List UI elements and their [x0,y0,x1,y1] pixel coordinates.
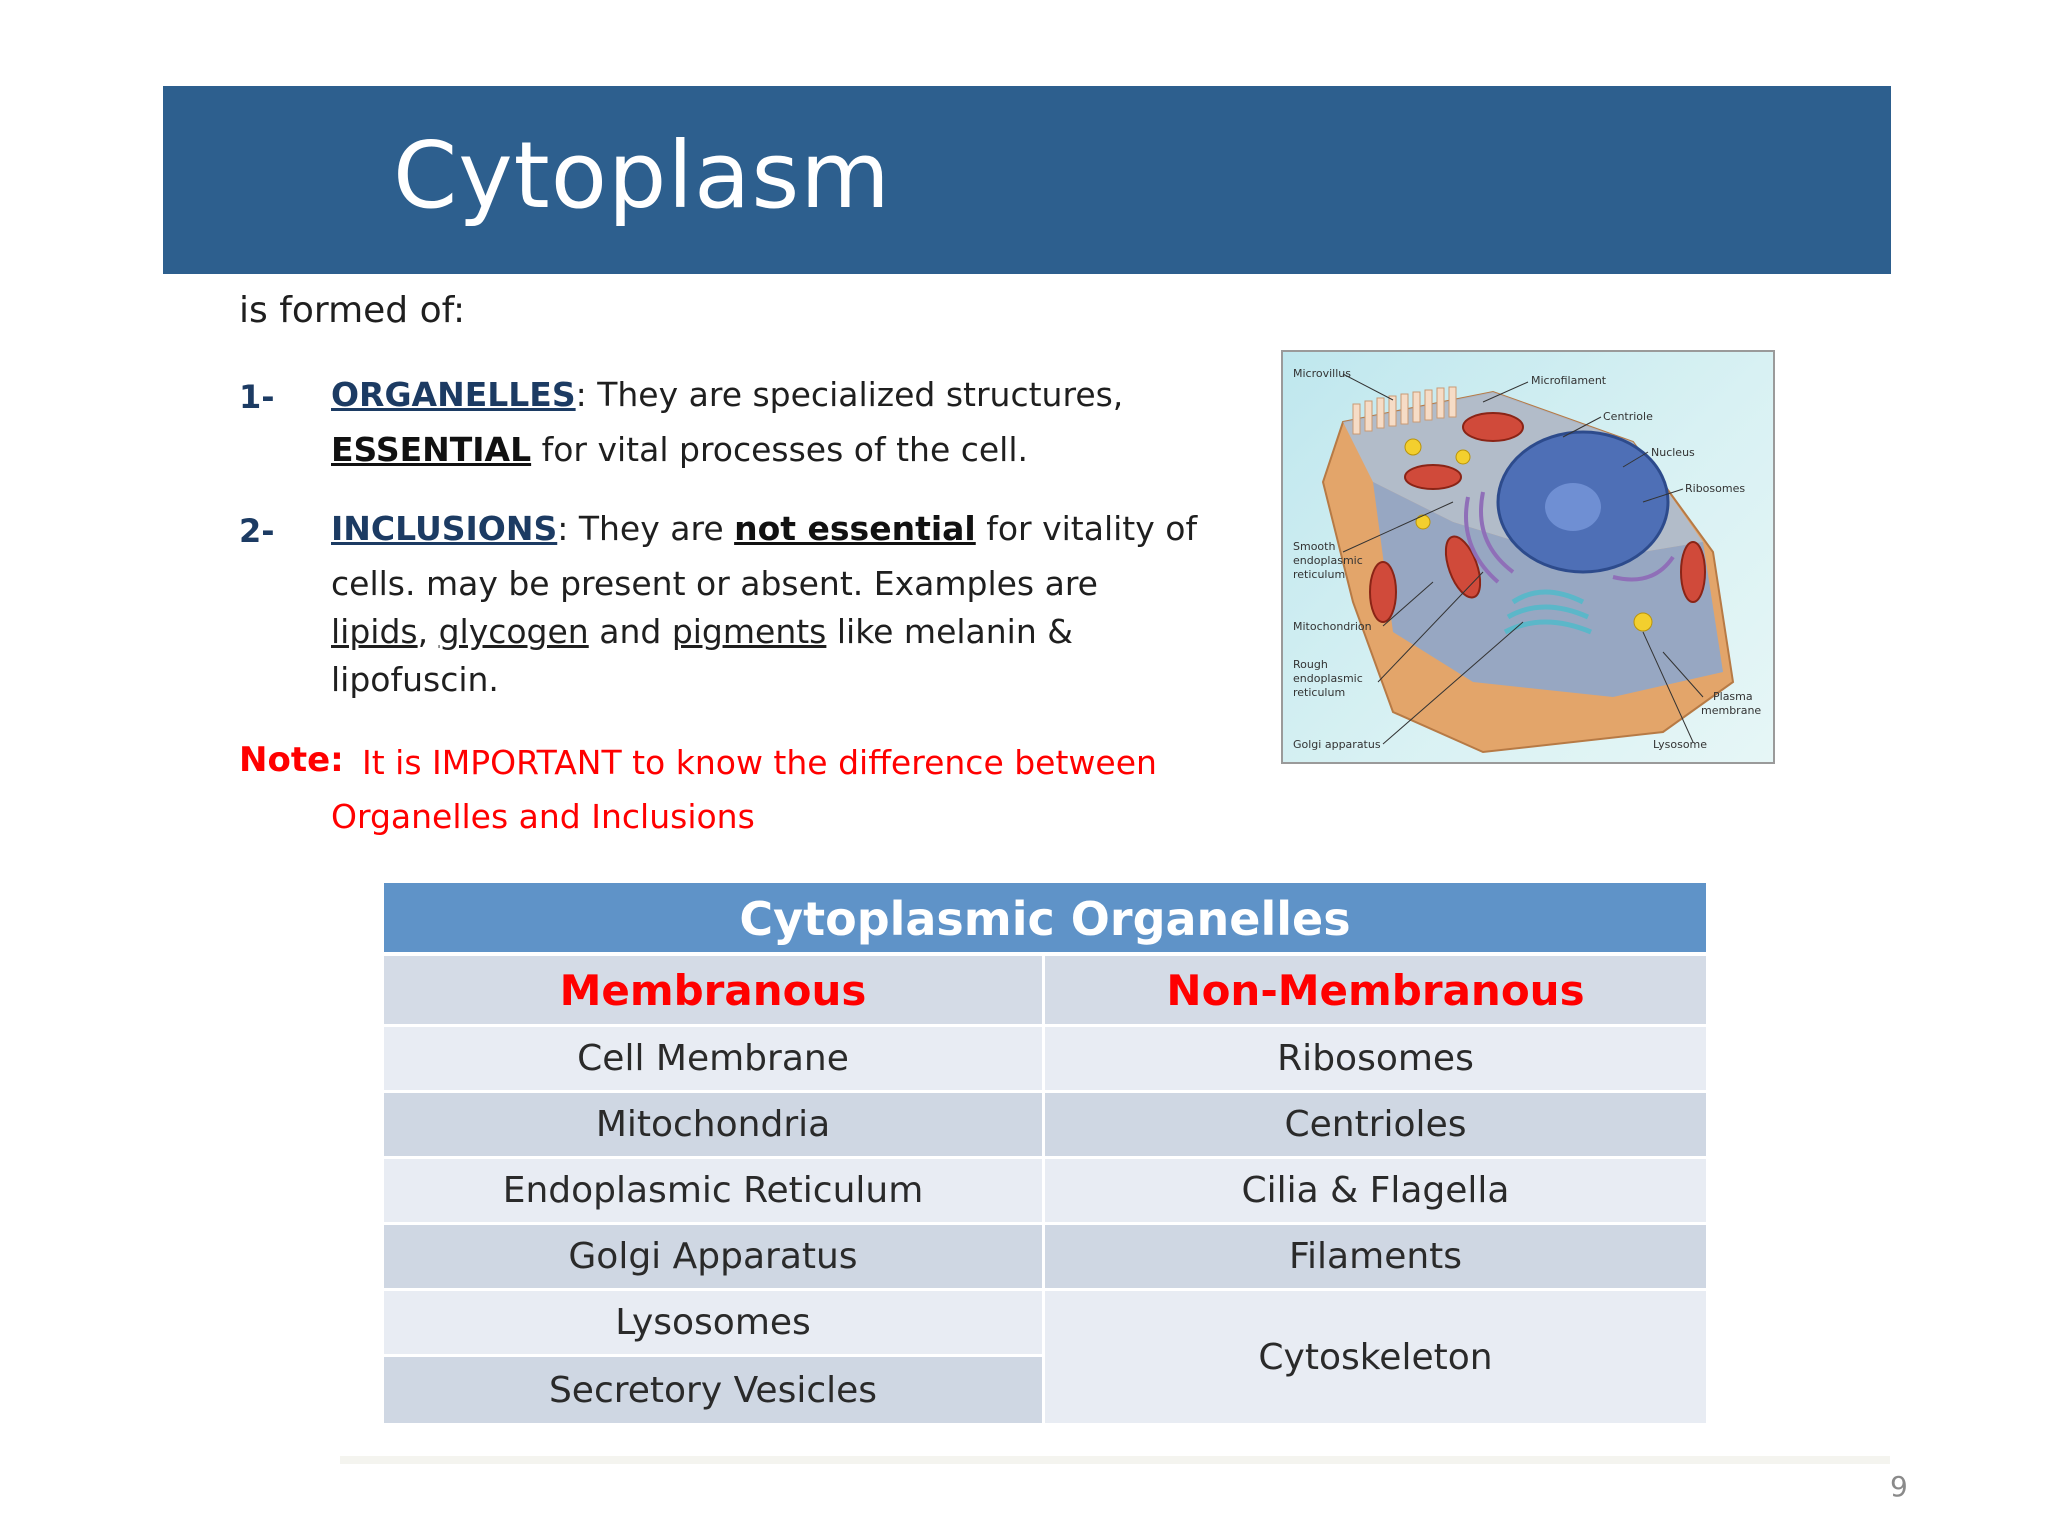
item-2-number: 2- [239,512,275,550]
essential-emphasis: ESSENTIAL [331,430,532,469]
item-1 [331,367,1123,477]
table-cell: Filaments [1045,1225,1706,1291]
membranous-remaining [384,1291,1045,1423]
organelles-table [384,883,1706,1423]
table-cell: Secretory Vesicles [384,1357,1042,1423]
header-membranous: Membranous [384,956,1045,1027]
table-cell-merged: Cytoskeleton [1045,1291,1706,1423]
label-mitochondrion: Mitochondrion [1293,620,1372,633]
item-1-line-2 [331,422,1123,477]
table-row [384,1093,1706,1159]
table-header-row [384,956,1706,1027]
table-row [384,1027,1706,1093]
animal-cell-diagram [1281,350,1775,764]
label-golgi: Golgi apparatus [1293,738,1381,751]
label-plasma-2: membrane [1701,704,1762,717]
example-lipids: lipids [331,612,418,651]
title-bar [163,86,1891,274]
table-cell: Centrioles [1045,1093,1706,1159]
table-cell: Endoplasmic Reticulum [384,1159,1045,1225]
label-microfilament: Microfilament [1531,374,1607,387]
page-number: 9 [1890,1470,1908,1503]
item-2-text-c: like melanin & [826,612,1073,651]
label-smooth-er-1: Smooth [1293,540,1336,553]
item-2-line-4: lipofuscin. [331,660,499,699]
note-line-1: It is IMPORTANT to know the difference between [362,743,1157,782]
item-1-text: : They are specialized structures, [575,375,1124,414]
label-smooth-er-2: endoplasmic [1293,554,1363,567]
item-2 [331,501,1197,707]
label-smooth-er-3: reticulum [1293,568,1346,581]
item-2-text-a: : They are [557,509,735,548]
item-2-line-2: cells. may be present or absent. Examples are [331,564,1098,603]
item-1-text-2: for vital processes of the cell. [531,430,1029,469]
table-title: Cytoplasmic Organelles [384,883,1706,956]
label-nucleus: Nucleus [1651,446,1695,459]
table-row [384,1291,1706,1423]
item-1-line-1 [331,367,1123,422]
header-non-membranous: Non-Membranous [1045,956,1706,1027]
organelles-term: ORGANELLES [331,375,576,414]
label-rough-er-3: reticulum [1293,686,1346,699]
label-rough-er-1: Rough [1293,658,1328,671]
sep-2: and [588,612,672,651]
table-cell: Ribosomes [1045,1027,1706,1093]
note-line-2: Organelles and Inclusions [331,797,755,836]
item-2-line-1 [331,501,1197,556]
table-cell: Mitochondria [384,1093,1045,1159]
footer-divider [340,1456,1890,1464]
table-cell: Lysosomes [384,1291,1042,1357]
label-rough-er-2: endoplasmic [1293,672,1363,685]
cell-illustration [1283,352,1775,764]
table-row [384,1159,1706,1225]
slide-title: Cytoplasm [393,122,891,229]
inclusions-term: INCLUSIONS [331,509,558,548]
item-2-line-3 [331,604,1197,659]
not-essential-emphasis: not essential [734,509,976,548]
example-glycogen: glycogen [438,612,589,651]
label-ribosomes: Ribosomes [1685,482,1746,495]
item-1-number: 1- [239,378,275,416]
item-2-text-b: for vitality of [975,509,1198,548]
table-cell: Golgi Apparatus [384,1225,1045,1291]
note-label: Note: [239,740,344,780]
label-centriole: Centriole [1603,410,1653,423]
table-cell: Cell Membrane [384,1027,1045,1093]
intro-text: is formed of: [239,290,466,331]
label-microvillus: Microvillus [1293,367,1351,380]
label-plasma-1: Plasma [1713,690,1753,703]
label-lysosome: Lysosome [1653,738,1708,751]
table-row [384,1225,1706,1291]
sep-1: , [417,612,439,651]
example-pigments: pigments [671,612,827,651]
table-cell: Cilia & Flagella [1045,1159,1706,1225]
